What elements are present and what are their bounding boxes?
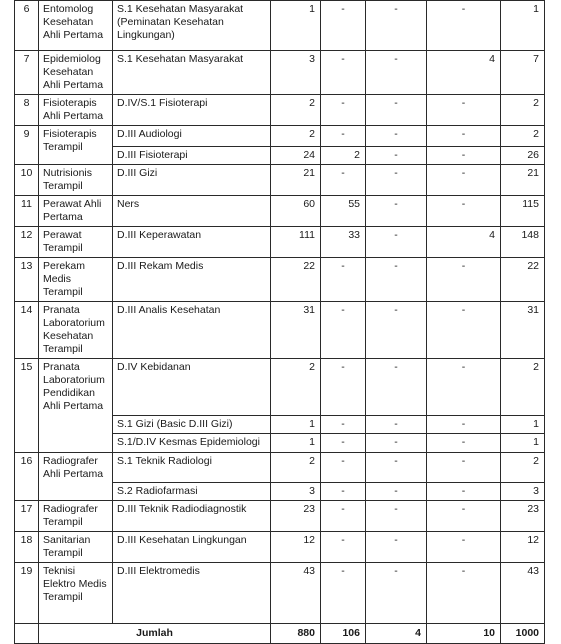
row-total-cell: 7	[501, 51, 545, 95]
count-cell-c3: -	[366, 258, 427, 302]
row-total-cell: 2	[501, 359, 545, 416]
row-number-cell: 9	[15, 126, 39, 165]
count-cell-c2: 55	[321, 196, 366, 227]
total-cell-c4: 10	[427, 624, 501, 644]
total-label: Jumlah	[39, 624, 271, 644]
table-row	[15, 95, 545, 126]
count-cell-c1: 2	[271, 95, 321, 126]
table-row	[15, 1, 545, 51]
row-number-cell: 17	[15, 501, 39, 532]
total-cell-c2: 106	[321, 624, 366, 644]
count-cell-c4: -	[427, 196, 501, 227]
row-total-cell: 2	[501, 453, 545, 483]
table-row	[15, 359, 545, 416]
row-total-cell: 115	[501, 196, 545, 227]
count-cell-c4: -	[427, 126, 501, 147]
count-cell-c4: -	[427, 501, 501, 532]
row-total-cell: 43	[501, 563, 545, 624]
count-cell-c1: 24	[271, 147, 321, 165]
table-row	[15, 165, 545, 196]
education-cell: S.1 Kesehatan Masyarakat (Peminatan Kesehatan Lingkungan)	[113, 1, 271, 51]
row-total-cell: 148	[501, 227, 545, 258]
row-total-cell: 3	[501, 483, 545, 501]
table-row	[15, 51, 545, 95]
table-row	[15, 196, 545, 227]
education-cell: D.III Fisioterapi	[113, 147, 271, 165]
count-cell-c4: -	[427, 302, 501, 359]
count-cell-c3: -	[366, 126, 427, 147]
education-cell: D.III Elektromedis	[113, 563, 271, 624]
count-cell-c3: -	[366, 196, 427, 227]
count-cell-c2: -	[321, 95, 366, 126]
count-cell-c2: -	[321, 359, 366, 416]
position-name-cell: Perawat Ahli Pertama	[39, 196, 113, 227]
count-cell-c4: 4	[427, 51, 501, 95]
count-cell-c4: -	[427, 563, 501, 624]
count-cell-c3: -	[366, 563, 427, 624]
education-cell: S.1 Teknik Radiologi	[113, 453, 271, 483]
count-cell-c3: -	[366, 51, 427, 95]
count-cell-c2: -	[321, 165, 366, 196]
row-total-cell: 12	[501, 532, 545, 563]
row-total-cell: 22	[501, 258, 545, 302]
table-row	[15, 563, 545, 624]
position-name-cell: Teknisi Elektro Medis Terampil	[39, 563, 113, 624]
count-cell-c2: -	[321, 416, 366, 434]
count-cell-c1: 3	[271, 483, 321, 501]
count-cell-c4: -	[427, 483, 501, 501]
table-row	[15, 227, 545, 258]
grand-total-cell: 1000	[501, 624, 545, 644]
table-row	[15, 258, 545, 302]
count-cell-c2: -	[321, 483, 366, 501]
position-name-cell: Pranata Laboratorium Kesehatan Terampil	[39, 302, 113, 359]
count-cell-c3: -	[366, 434, 427, 453]
row-number-cell: 6	[15, 1, 39, 51]
position-name-cell: Epidemiolog Kesehatan Ahli Pertama	[39, 51, 113, 95]
position-name-cell: Perekam Medis Terampil	[39, 258, 113, 302]
education-cell: D.III Audiologi	[113, 126, 271, 147]
table-row	[15, 501, 545, 532]
count-cell-c1: 31	[271, 302, 321, 359]
count-cell-c1: 1	[271, 1, 321, 51]
row-number-cell: 12	[15, 227, 39, 258]
count-cell-c2: -	[321, 563, 366, 624]
count-cell-c4: -	[427, 359, 501, 416]
education-cell: S.1/D.IV Kesmas Epidemiologi	[113, 434, 271, 453]
row-total-cell: 2	[501, 95, 545, 126]
count-cell-c1: 22	[271, 258, 321, 302]
count-cell-c3: -	[366, 501, 427, 532]
education-cell: D.III Kesehatan Lingkungan	[113, 532, 271, 563]
count-cell-c1: 23	[271, 501, 321, 532]
count-cell-c2: -	[321, 501, 366, 532]
count-cell-c3: -	[366, 302, 427, 359]
position-name-cell: Radiografer Ahli Pertama	[39, 453, 113, 501]
education-cell: S.1 Kesehatan Masyarakat	[113, 51, 271, 95]
count-cell-c2: -	[321, 126, 366, 147]
education-cell: S.2 Radiofarmasi	[113, 483, 271, 501]
count-cell-c3: -	[366, 1, 427, 51]
table-row	[15, 453, 545, 483]
count-cell-c4: -	[427, 434, 501, 453]
position-name-cell: Pranata Laboratorium Pendidikan Ahli Pertama	[39, 359, 113, 453]
row-number-cell: 10	[15, 165, 39, 196]
count-cell-c2: -	[321, 1, 366, 51]
count-cell-c2: -	[321, 258, 366, 302]
count-cell-c3: -	[366, 453, 427, 483]
education-cell: Ners	[113, 196, 271, 227]
count-cell-c1: 111	[271, 227, 321, 258]
row-total-cell: 23	[501, 501, 545, 532]
count-cell-c3: -	[366, 416, 427, 434]
education-cell: D.IV/S.1 Fisioterapi	[113, 95, 271, 126]
row-number-cell: 7	[15, 51, 39, 95]
count-cell-c2: -	[321, 453, 366, 483]
count-cell-c3: -	[366, 483, 427, 501]
count-cell-c4: -	[427, 1, 501, 51]
count-cell-c4: 4	[427, 227, 501, 258]
count-cell-c4: -	[427, 532, 501, 563]
education-cell: D.III Gizi	[113, 165, 271, 196]
row-total-cell: 1	[501, 416, 545, 434]
row-number-cell: 18	[15, 532, 39, 563]
count-cell-c4: -	[427, 258, 501, 302]
position-name-cell: Sanitarian Terampil	[39, 532, 113, 563]
count-cell-c1: 43	[271, 563, 321, 624]
row-number-cell: 19	[15, 563, 39, 624]
count-cell-c3: -	[366, 359, 427, 416]
education-cell: D.III Teknik Radiodiagnostik	[113, 501, 271, 532]
row-total-cell: 31	[501, 302, 545, 359]
row-number-cell: 14	[15, 302, 39, 359]
count-cell-c2: 2	[321, 147, 366, 165]
count-cell-c1: 60	[271, 196, 321, 227]
count-cell-c2: -	[321, 302, 366, 359]
count-cell-c3: -	[366, 147, 427, 165]
row-number-cell: 16	[15, 453, 39, 501]
table-row	[15, 126, 545, 147]
row-number-cell: 15	[15, 359, 39, 453]
count-cell-c4: -	[427, 95, 501, 126]
education-cell: D.III Keperawatan	[113, 227, 271, 258]
count-cell-c2: -	[321, 51, 366, 95]
position-name-cell: Nutrisionis Terampil	[39, 165, 113, 196]
table-row	[15, 532, 545, 563]
formation-table-sheet	[14, 0, 539, 644]
count-cell-c3: -	[366, 227, 427, 258]
count-cell-c3: -	[366, 95, 427, 126]
formation-table	[14, 0, 545, 644]
education-cell: D.III Analis Kesehatan	[113, 302, 271, 359]
count-cell-c1: 21	[271, 165, 321, 196]
education-cell: S.1 Gizi (Basic D.III Gizi)	[113, 416, 271, 434]
count-cell-c1: 1	[271, 416, 321, 434]
row-total-cell: 1	[501, 1, 545, 51]
count-cell-c2: -	[321, 434, 366, 453]
row-total-cell: 26	[501, 147, 545, 165]
row-number-cell: 8	[15, 95, 39, 126]
total-row-blank	[15, 624, 39, 644]
row-total-cell: 2	[501, 126, 545, 147]
count-cell-c2: -	[321, 532, 366, 563]
position-name-cell: Perawat Terampil	[39, 227, 113, 258]
count-cell-c1: 2	[271, 126, 321, 147]
row-total-cell: 1	[501, 434, 545, 453]
total-row	[15, 624, 545, 644]
count-cell-c1: 12	[271, 532, 321, 563]
count-cell-c1: 1	[271, 434, 321, 453]
row-total-cell: 21	[501, 165, 545, 196]
total-cell-c1: 880	[271, 624, 321, 644]
count-cell-c4: -	[427, 416, 501, 434]
table-row	[15, 302, 545, 359]
position-name-cell: Fisioterapis Ahli Pertama	[39, 95, 113, 126]
position-name-cell: Entomolog Kesehatan Ahli Pertama	[39, 1, 113, 51]
count-cell-c4: -	[427, 147, 501, 165]
count-cell-c3: -	[366, 165, 427, 196]
total-cell-c3: 4	[366, 624, 427, 644]
position-name-cell: Radiografer Terampil	[39, 501, 113, 532]
position-name-cell: Fisioterapis Terampil	[39, 126, 113, 165]
row-number-cell: 13	[15, 258, 39, 302]
education-cell: D.III Rekam Medis	[113, 258, 271, 302]
count-cell-c4: -	[427, 165, 501, 196]
count-cell-c4: -	[427, 453, 501, 483]
row-number-cell: 11	[15, 196, 39, 227]
count-cell-c1: 2	[271, 359, 321, 416]
count-cell-c2: 33	[321, 227, 366, 258]
count-cell-c3: -	[366, 532, 427, 563]
education-cell: D.IV Kebidanan	[113, 359, 271, 416]
count-cell-c1: 2	[271, 453, 321, 483]
table-body	[15, 1, 545, 644]
count-cell-c1: 3	[271, 51, 321, 95]
